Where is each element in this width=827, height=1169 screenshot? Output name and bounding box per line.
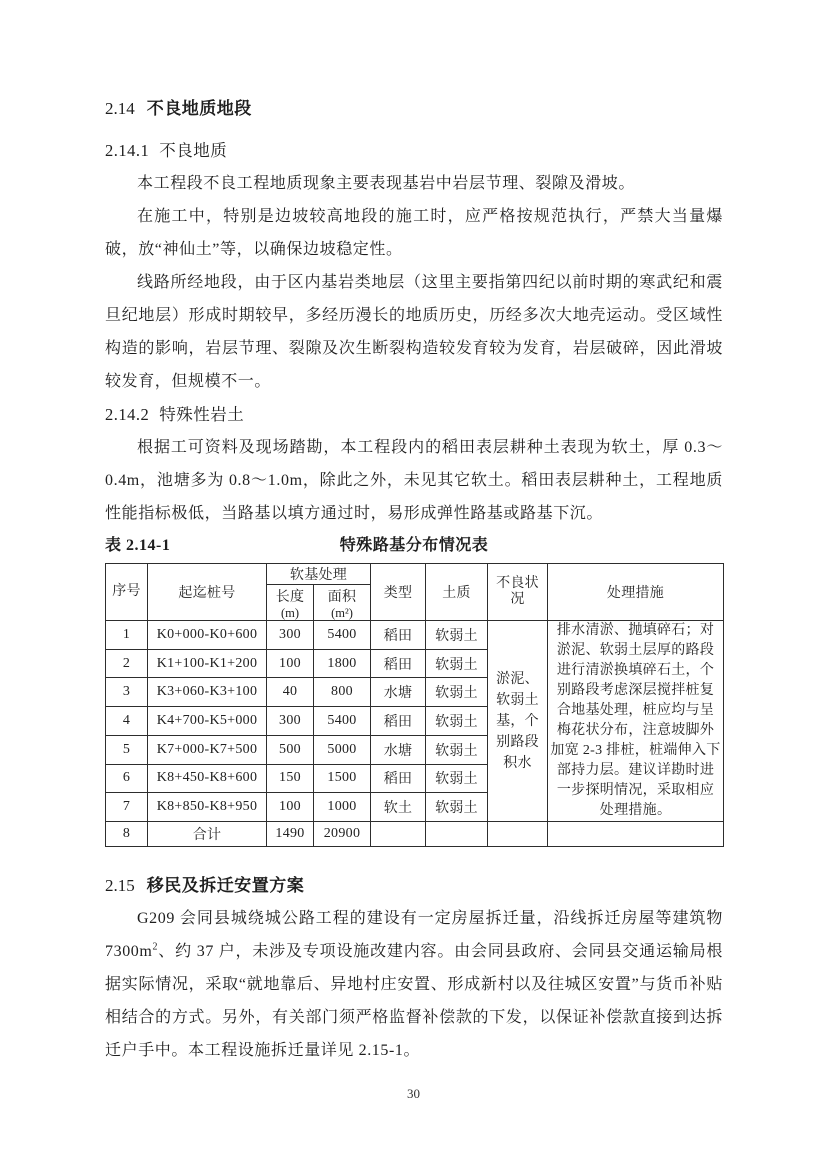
cell-length: 300 [267, 707, 314, 736]
cell-type-empty [371, 822, 426, 847]
cell-seq: 4 [106, 707, 148, 736]
col-header-length [267, 585, 314, 621]
cell-station: K4+700-K5+000 [148, 707, 267, 736]
cell-area: 5400 [314, 707, 371, 736]
subsection-number: 2.14.2 [105, 405, 150, 424]
cell-station: K8+450-K8+600 [148, 764, 267, 793]
col-header-type: 类型 [371, 564, 426, 621]
cell-length: 300 [267, 621, 314, 650]
cell-type: 软土 [371, 793, 426, 822]
cell-condition-empty [488, 822, 548, 847]
cell-measures-empty [548, 822, 724, 847]
table-row-total [106, 822, 724, 847]
cell-station: K0+000-K0+600 [148, 621, 267, 650]
cell-seq: 1 [106, 621, 148, 650]
page-number: 30 [407, 1086, 420, 1101]
length-unit: (m) [280, 605, 300, 620]
cell-area: 1800 [314, 649, 371, 678]
table-row [106, 621, 724, 650]
subsection-number: 2.14.1 [105, 141, 150, 160]
paragraph-construction-note: 在施工中，特别是边坡较高地段的施工时，应严格按规范执行，严禁大当量爆破，放“神仙土”等，以确保边坡稳定性。 [105, 208, 723, 258]
cell-area: 800 [314, 678, 371, 707]
section-title: 不良地质地段 [146, 99, 252, 118]
subsection-title: 不良地质 [159, 141, 228, 160]
cell-soil: 软弱土 [426, 621, 488, 650]
cell-type: 水塘 [371, 678, 426, 707]
length-label: 长度 [275, 589, 305, 605]
table-label: 表 2.14-1 [105, 537, 171, 554]
cell-condition-merged: 淤泥、软弱土基，个别路段积水 [488, 621, 548, 822]
cell-soil: 软弱土 [426, 793, 488, 822]
col-header-area [314, 585, 371, 621]
subsection-heading-2-14-1 [105, 134, 723, 167]
square-meter-superscript: 2 [152, 941, 159, 953]
col-header-treatment-group: 软基处理 [267, 564, 371, 585]
cell-area: 5000 [314, 735, 371, 764]
cell-soil: 软弱土 [426, 735, 488, 764]
cell-area-total: 20900 [314, 822, 371, 847]
col-header-measures: 处理措施 [548, 564, 724, 621]
cell-length: 150 [267, 764, 314, 793]
relocation-text-start: G209 会同县城绕城公路工程的建设有一定房屋拆迁量，沿线拆迁房屋等建筑物7300m [105, 910, 723, 960]
paragraph-geology-overview: 本工程段不良工程地质现象主要表现基岩中岩层节理、裂隙及滑坡。 [137, 175, 636, 192]
cell-type: 稻田 [371, 649, 426, 678]
cell-length-total: 1490 [267, 822, 314, 847]
cell-area: 1000 [314, 793, 371, 822]
cell-seq: 2 [106, 649, 148, 678]
area-label: 面积 [327, 589, 357, 605]
cell-station: K1+100-K1+200 [148, 649, 267, 678]
relocation-text-end: 、约 37 户，未涉及专项设施改建内容。由会同县政府、会同县交通运输局根据实际情况，采取“就地靠后、异地村庄安置、形成新村以及往城区安置”与货币补贴相结合的方式。另外，有关部门须严格监督补偿款的下发，以保证补偿款直接到达拆迁户手中。本工程设施拆迁量详见 2.15-1。 [105, 943, 723, 1059]
table-header-row-1 [106, 564, 724, 585]
cell-length: 100 [267, 649, 314, 678]
cell-seq: 3 [106, 678, 148, 707]
section-number: 2.15 [105, 876, 135, 895]
subsection-heading-2-14-2 [105, 398, 723, 431]
col-header-station: 起迄桩号 [148, 564, 267, 621]
cell-length: 500 [267, 735, 314, 764]
cell-total-label: 合计 [148, 822, 267, 847]
col-header-seq: 序号 [106, 564, 148, 621]
cell-type: 稻田 [371, 764, 426, 793]
section-heading-2-14 [105, 92, 723, 125]
cell-seq: 7 [106, 793, 148, 822]
cell-seq: 5 [106, 735, 148, 764]
cell-type: 稻田 [371, 621, 426, 650]
cell-station: K3+060-K3+100 [148, 678, 267, 707]
cell-type: 水塘 [371, 735, 426, 764]
section-heading-2-15 [105, 869, 723, 902]
section-number: 2.14 [105, 99, 135, 118]
paragraph-stratum-history: 线路所经地段，由于区内基岩类地层（这里主要指第四纪以前时期的寒武纪和震旦纪地层）形成时期较早，多经历漫长的地质历史，历经多次大地壳运动。受区域性构造的影响，岩层节理、裂隙及次生断裂构造较发育较为发育，岩层破碎，因此滑坡较发育，但规模不一。 [105, 274, 723, 390]
subsection-title: 特殊性岩土 [159, 405, 245, 424]
cell-seq: 6 [106, 764, 148, 793]
cell-area: 1500 [314, 764, 371, 793]
cell-area: 5400 [314, 621, 371, 650]
section-title: 移民及拆迁安置方案 [146, 876, 305, 895]
cell-soil-empty [426, 822, 488, 847]
col-header-condition: 不良状况 [488, 564, 548, 621]
paragraph-relocation [105, 902, 723, 1067]
cell-soil: 软弱土 [426, 707, 488, 736]
area-unit: (m²) [331, 605, 353, 620]
cell-seq: 8 [106, 822, 148, 847]
col-header-soil: 土质 [426, 564, 488, 621]
cell-soil: 软弱土 [426, 678, 488, 707]
cell-station: K8+850-K8+950 [148, 793, 267, 822]
cell-soil: 软弱土 [426, 764, 488, 793]
paragraph-soft-soil: 根据工可资料及现场踏勘，本工程段内的稻田表层耕种土表现为软土，厚 0.3～0.4m，池塘多为 0.8～1.0m，除此之外，未见其它软土。稻田表层耕种土，工程地质性能指标极低，当路基以填方通过时，易形成弹性路基或路基下沉。 [105, 439, 723, 522]
cell-measures-merged: 排水清淤、抛填碎石；对淤泥、软弱土层厚的路段进行清淤换填碎石土，个别路段考虑深层搅拌桩复合地基处理，桩应均与呈梅花状分布，注意坡脚外加宽 2-3 排桩，桩端伸入下部持力层。建议详勘时进一步探明情况，采取相应处理措施。 [548, 621, 724, 822]
cell-length: 40 [267, 678, 314, 707]
cell-station: K7+000-K7+500 [148, 735, 267, 764]
cell-length: 100 [267, 793, 314, 822]
table-caption-row [105, 532, 723, 560]
table-caption: 特殊路基分布情况表 [339, 537, 489, 554]
cell-soil: 软弱土 [426, 649, 488, 678]
special-subgrade-table [105, 563, 724, 847]
cell-type: 稻田 [371, 707, 426, 736]
